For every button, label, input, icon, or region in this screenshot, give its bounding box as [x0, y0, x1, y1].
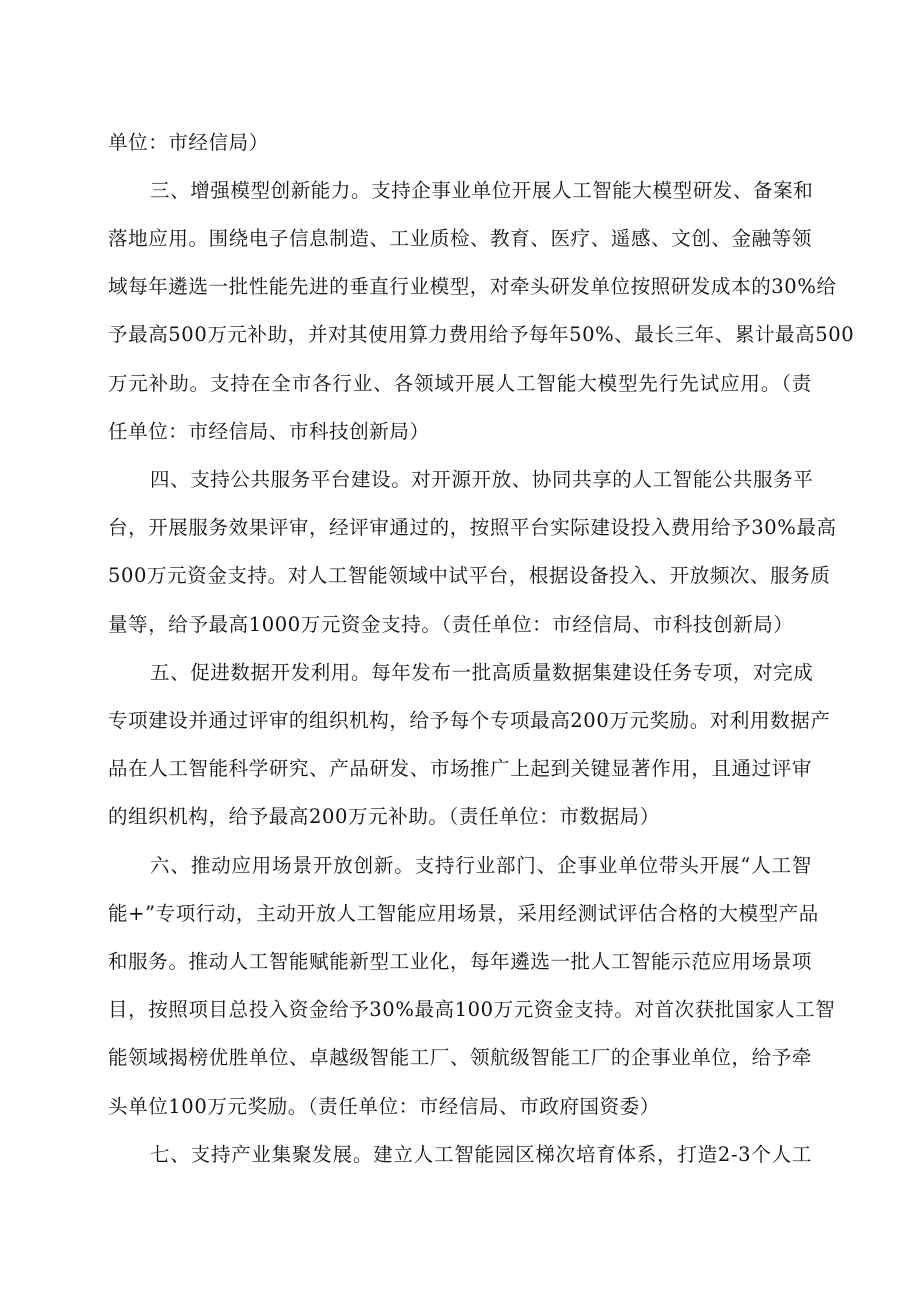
text-line: 单位：市经信局） [108, 131, 269, 154]
text-line: 目，按照项目总投入资金给予30%最高100万元资金支持。对首次获批国家人工智 [108, 998, 836, 1021]
text-line: 予最高500万元补助，并对其使用算力费用给予每年50%、最长三年、累计最高500 [108, 323, 855, 346]
text-line: 500万元资金支持。对人工智能领域中试平台，根据设备投入、开放频次、服务质 [108, 564, 831, 587]
paragraph-7-heading-line: 七、支持产业集聚发展。建立人工智能园区梯次培育体系，打造2-3个人工 [150, 1143, 812, 1166]
text-line: 头单位100万元奖励。（责任单位：市经信局、市政府国资委） [108, 1095, 660, 1118]
text-line: 专项建设并通过评审的组织机构，给予每个专项最高200万元奖励。对利用数据产 [108, 709, 831, 732]
text-line: 任单位：市经信局、市科技创新局） [108, 420, 430, 443]
text-line: 的组织机构，给予最高200万元补助。（责任单位：市数据局） [108, 805, 660, 828]
text-line: 量等，给予最高1000万元资金支持。（责任单位：市经信局、市科技创新局） [108, 613, 794, 636]
text-line: 落地应用。围绕电子信息制造、工业质检、教育、医疗、遥感、文创、金融等领 [108, 227, 812, 250]
text-line: 和服务。推动人工智能赋能新型工业化，每年遴选一批人工智能示范应用场景项 [108, 950, 812, 973]
paragraph-6-heading-line: 六、推动应用场景开放创新。支持行业部门、企事业单位带头开展“人工智 [150, 854, 812, 877]
text-line: 万元补助。支持在全市各行业、各领域开展人工智能大模型先行先试应用。（责 [108, 372, 812, 395]
paragraph-5-heading-line: 五、促进数据开发利用。每年发布一批高质量数据集建设任务专项，对完成 [150, 661, 814, 684]
text-line: 能+”专项行动，主动开放人工智能应用场景，采用经测试评估合格的大模型产品 [108, 902, 819, 925]
text-line: 台，开展服务效果评审，经评审通过的，按照平台实际建设投入费用给予30%最高 [108, 516, 837, 539]
paragraph-4-heading-line: 四、支持公共服务平台建设。对开源开放、协同共享的人工智能公共服务平 [150, 468, 814, 491]
paragraph-3-heading-line: 三、增强模型创新能力。支持企事业单位开展人工智能大模型研发、备案和 [150, 179, 814, 202]
text-line: 品在人工智能科学研究、产品研发、市场推广上起到关键显著作用，且通过评审 [108, 757, 812, 780]
text-line: 域每年遴选一批性能先进的垂直行业模型，对牵头研发单位按照研发成本的30%给 [108, 275, 837, 298]
text-line: 能领域揭榜优胜单位、卓越级智能工厂、领航级智能工厂的企事业单位，给予牵 [108, 1046, 812, 1069]
